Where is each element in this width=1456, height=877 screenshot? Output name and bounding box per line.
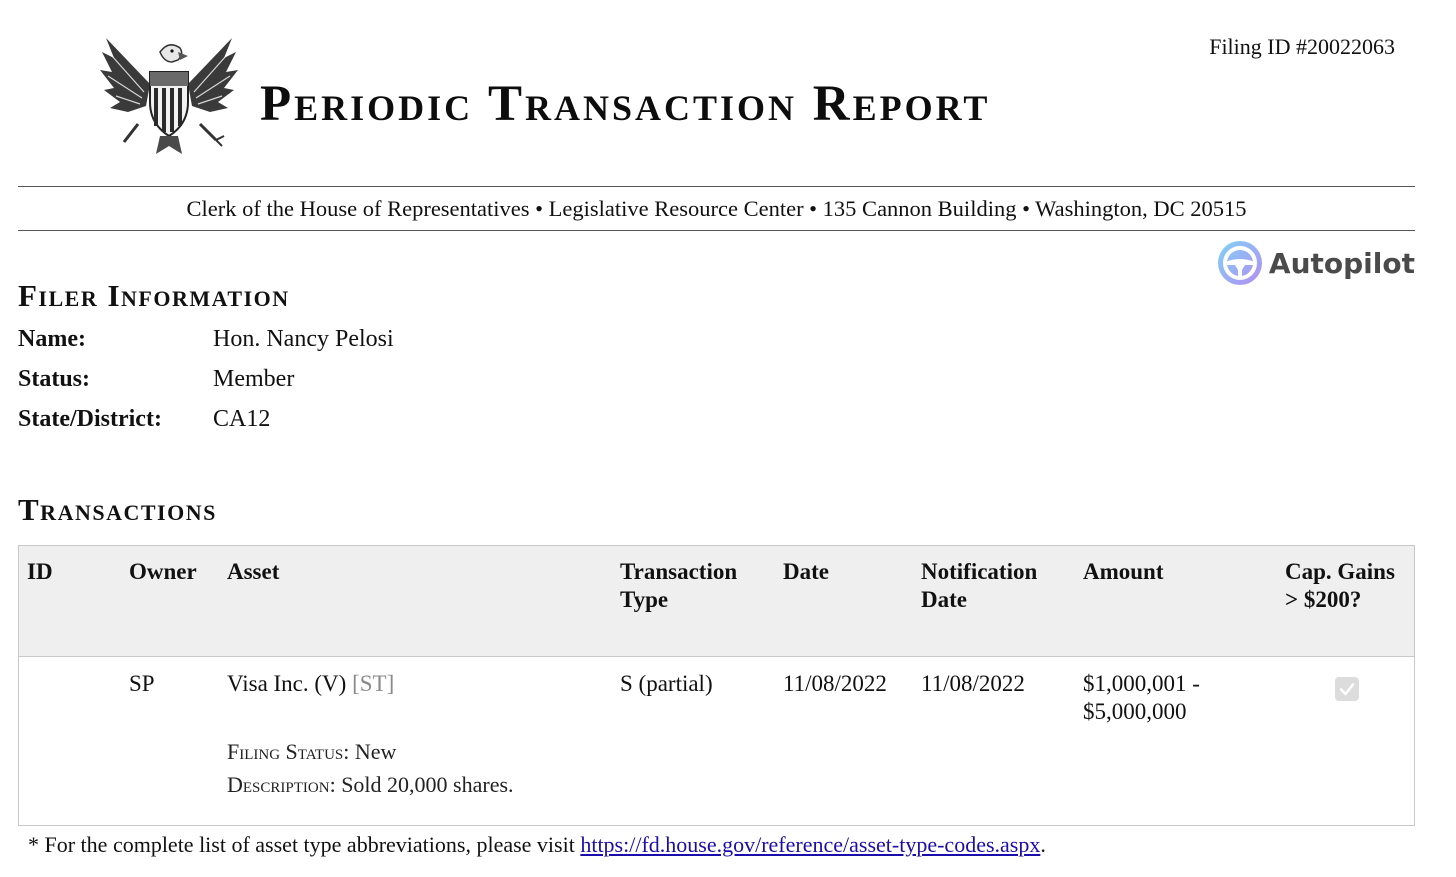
filing-id: Filing ID #20022063 xyxy=(1209,34,1395,59)
cell-asset xyxy=(227,670,394,698)
filing-status-value: New xyxy=(354,739,397,764)
filing-status-line xyxy=(227,739,396,765)
checkmark-icon xyxy=(1338,680,1356,698)
autopilot-badge[interactable] xyxy=(1217,240,1415,286)
cell-transaction-type: S (partial) xyxy=(620,671,713,696)
name-value: Hon. Nancy Pelosi xyxy=(213,326,394,352)
col-header-date: Date xyxy=(783,559,829,584)
footnote xyxy=(28,832,1046,858)
transactions-table xyxy=(18,545,1415,826)
footnote-text: * For the complete list of asset type abbreviations, please visit xyxy=(28,832,581,857)
col-header-owner: Owner xyxy=(129,559,197,584)
filing-status-label: Filing Status: xyxy=(227,739,350,764)
description-label: Description: xyxy=(227,772,336,797)
header-rule-top xyxy=(18,186,1415,187)
steering-wheel-icon xyxy=(1217,240,1263,286)
col-header-cap-gains: Cap. Gains > $200? xyxy=(1285,559,1395,612)
description-value: Sold 20,000 shares. xyxy=(341,772,514,797)
report-title: Periodic Transaction Report xyxy=(260,76,991,132)
district-label: State/District: xyxy=(18,406,162,432)
autopilot-label: Autopilot xyxy=(1268,246,1415,280)
col-header-amount: Amount xyxy=(1083,559,1164,584)
col-header-asset: Asset xyxy=(227,559,280,584)
cell-notification-date: 11/08/2022 xyxy=(921,671,1025,696)
cell-owner: SP xyxy=(129,671,155,696)
district-value: CA12 xyxy=(213,406,271,432)
transactions-section-title: Transactions xyxy=(18,492,217,527)
table-header xyxy=(19,546,1414,657)
cell-amount: $1,000,001 - $5,000,000 xyxy=(1083,671,1200,724)
status-value: Member xyxy=(213,366,295,392)
clerk-address: Clerk of the House of Representatives • Legislative Resource Center • 135 Cannon Building • Washington, DC 20515 xyxy=(186,196,1247,221)
filer-section-title: Filer Information xyxy=(18,278,290,313)
col-header-transaction-type: Transaction Type xyxy=(620,559,738,612)
status-label: Status: xyxy=(18,366,91,392)
asset-codes-link[interactable]: https://fd.house.gov/reference/asset-type-codes.aspx xyxy=(580,832,1041,857)
asset-type-code: [ST] xyxy=(352,671,395,696)
col-header-id: ID xyxy=(27,559,53,584)
eagle-seal-icon xyxy=(98,32,240,160)
description-line xyxy=(227,772,514,798)
cap-gains-checkbox[interactable] xyxy=(1335,677,1359,701)
footnote-end: . xyxy=(1040,832,1046,857)
report-page xyxy=(18,0,1415,877)
col-header-notification-date: Notification Date xyxy=(921,559,1038,612)
asset-name: Visa Inc. (V) xyxy=(227,671,347,696)
header-rule-bottom xyxy=(18,230,1415,231)
cell-date: 11/08/2022 xyxy=(783,671,887,696)
name-label: Name: xyxy=(18,326,86,352)
